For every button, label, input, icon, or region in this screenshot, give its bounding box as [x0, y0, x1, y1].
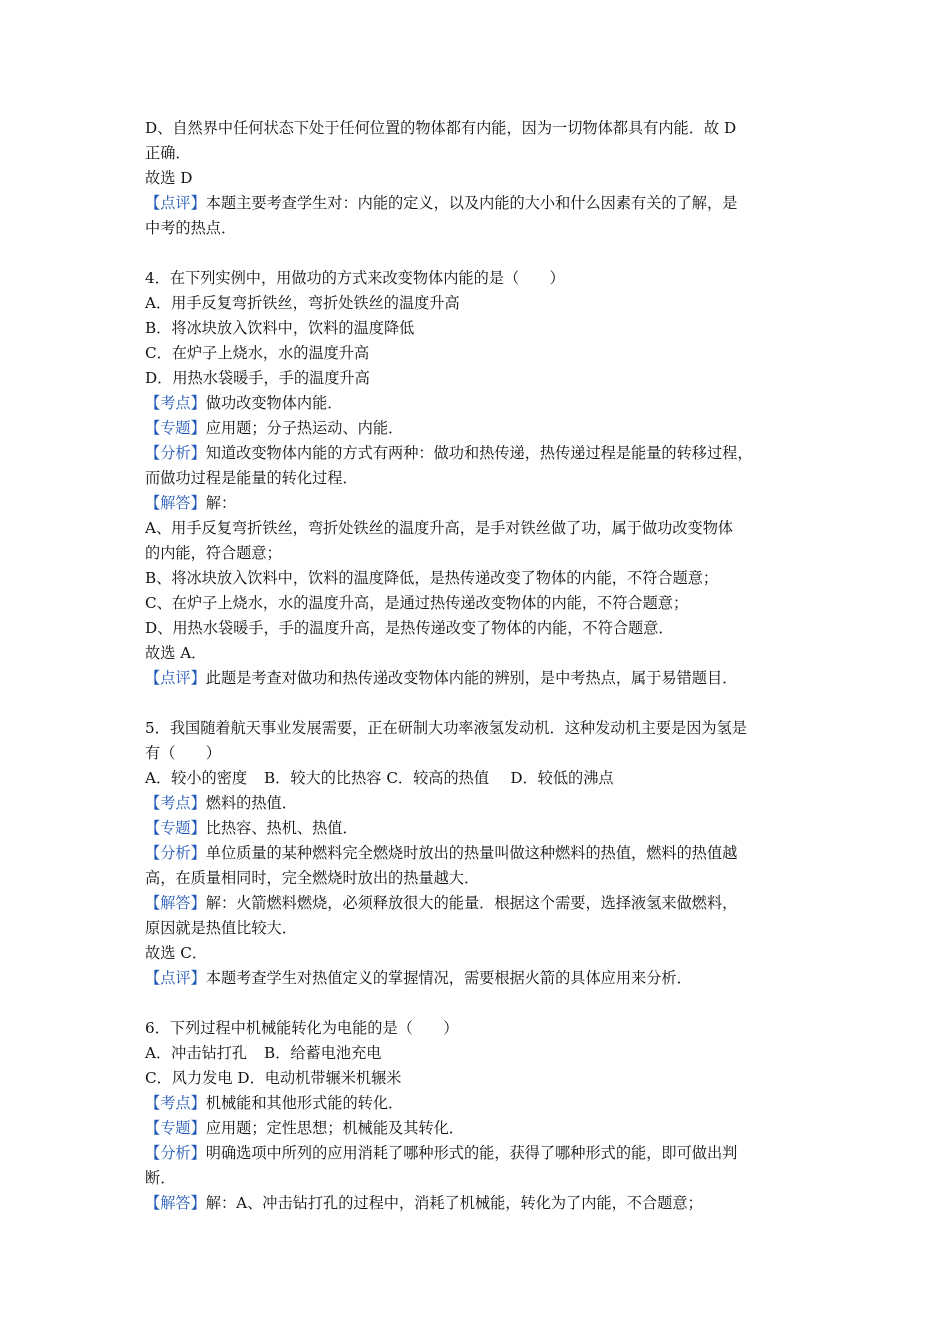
- q5-dianping-text: 本题考查学生对热值定义的掌握情况，需要根据火箭的具体应用来分析．: [205, 969, 692, 987]
- q4-answer: 故选 A．: [145, 644, 207, 662]
- q4-dianping-text: 此题是考查对做功和热传递改变物体内能的辨别，是中考热点，属于易错题目．: [205, 669, 738, 687]
- q4-dianping: [145, 666, 815, 691]
- q6-kaodian: [145, 1091, 815, 1116]
- q4-solution-a-line2: 的内能，符合题意；: [145, 544, 282, 562]
- q3-comment-text: 本题主要考查学生对：内能的定义，以及内能的大小和什么因素有关的了解，是: [205, 194, 738, 212]
- q6-zhuanti: [145, 1116, 815, 1141]
- q4-solution-a-line1: A、用手反复弯折铁丝，弯折处铁丝的温度升高，是手对铁丝做了功，属于做功改变物体: [145, 519, 734, 537]
- q5-jieda-text: 解：火箭燃料燃烧，必须释放很大的能量．根据这个需要，选择液氢来做燃料，: [205, 894, 738, 912]
- q3-solution-d-line1: D、自然界中任何状态下处于任何位置的物体都有内能，因为一切物体都具有内能．故 D: [145, 119, 737, 137]
- kaodian-tag: 【考点】: [145, 394, 206, 412]
- q5-stem-line1: 5．我国随着航天事业发展需要，正在研制大功率液氢发动机．这种发动机主要是因为氢是: [145, 719, 747, 737]
- q3-comment: [145, 191, 815, 216]
- zhuanti-tag: 【专题】: [145, 419, 206, 437]
- q5-option-a: A．较小的密度: [145, 769, 248, 787]
- q4-kaodian: [145, 391, 815, 416]
- q4-solution-b: B、将冰块放入饮料中，饮料的温度降低，是热传递改变了物体的内能，不符合题意；: [145, 569, 719, 587]
- q5-fenxi: [145, 841, 815, 866]
- q5-dianping: [145, 966, 815, 991]
- q5-jieda: [145, 891, 815, 916]
- q3-answer: 故选 D: [145, 169, 193, 187]
- q4-zhuanti-text: 应用题；分子热运动、内能．: [205, 419, 404, 437]
- q4-kaodian-text: 做功改变物体内能．: [205, 394, 343, 412]
- q5-option-c: C．较高的热值: [386, 769, 490, 787]
- spacer: [145, 691, 815, 716]
- q4-stem: 4．在下列实例中，用做功的方式来改变物体内能的是（ ）: [145, 269, 565, 287]
- zhuanti-tag: 【专题】: [145, 819, 206, 837]
- q6-option-d: D．电动机带辗米机辗米: [237, 1069, 402, 1087]
- q6-options-row1: [145, 1041, 815, 1066]
- q6-zhuanti-text: 应用题；定性思想；机械能及其转化．: [205, 1119, 464, 1137]
- kaodian-tag: 【考点】: [145, 1094, 206, 1112]
- q6-jieda: [145, 1191, 815, 1216]
- q3-comment-line2: 中考的热点．: [145, 219, 237, 237]
- jieda-tag: 【解答】: [145, 1194, 206, 1212]
- q4-fenxi-line2: 而做功过程是能量的转化过程．: [145, 469, 358, 487]
- q6-fenxi-text: 明确选项中所列的应用消耗了哪种形式的能，获得了哪种形式的能，即可做出判: [205, 1144, 738, 1162]
- fenxi-tag: 【分析】: [145, 844, 206, 862]
- q4-option-a: A．用手反复弯折铁丝，弯折处铁丝的温度升高: [145, 294, 460, 312]
- q6-fenxi: [145, 1141, 815, 1166]
- jieda-tag: 【解答】: [145, 894, 206, 912]
- q5-option-b: B．较大的比热容: [264, 769, 382, 787]
- spacer: [145, 991, 815, 1016]
- q4-solution-d: D、用热水袋暖手，手的温度升高，是热传递改变了物体的内能，不符合题意．: [145, 619, 674, 637]
- q5-kaodian-text: 燃料的热值．: [205, 794, 297, 812]
- q6-options-row2: [145, 1066, 815, 1091]
- q5-option-d: D．较低的沸点: [510, 769, 614, 787]
- q4-zhuanti: [145, 416, 815, 441]
- q6-fenxi-line2: 断．: [145, 1169, 176, 1187]
- q6-kaodian-text: 机械能和其他形式能的转化．: [205, 1094, 404, 1112]
- q5-fenxi-text: 单位质量的某种燃料完全燃烧时放出的热量叫做这种燃料的热值，燃料的热值越: [205, 844, 738, 862]
- q5-jieda-line2: 原因就是热值比较大．: [145, 919, 297, 937]
- q4-option-d: D．用热水袋暖手，手的温度升高: [145, 369, 370, 387]
- kaodian-tag: 【考点】: [145, 794, 206, 812]
- q4-fenxi-text: 知道改变物体内能的方式有两种：做功和热传递，热传递过程是能量的转移过程，: [205, 444, 753, 462]
- q4-option-b: B．将冰块放入饮料中，饮料的温度降低: [145, 319, 415, 337]
- q6-option-a: A．冲击钻打孔: [145, 1044, 248, 1062]
- fenxi-tag: 【分析】: [145, 1144, 206, 1162]
- fenxi-tag: 【分析】: [145, 444, 206, 462]
- q5-zhuanti: [145, 816, 815, 841]
- q4-jieda-text: 解：: [205, 494, 237, 512]
- zhuanti-tag: 【专题】: [145, 1119, 206, 1137]
- q5-kaodian: [145, 791, 815, 816]
- spacer: [145, 241, 815, 266]
- q4-option-c: C．在炉子上烧水，水的温度升高: [145, 344, 370, 362]
- q5-zhuanti-text: 比热容、热机、热值．: [205, 819, 358, 837]
- dianping-tag: 【点评】: [145, 969, 206, 987]
- comment-tag: 【点评】: [145, 194, 206, 212]
- q5-stem-line2: 有（ ）: [145, 744, 221, 762]
- jieda-tag: 【解答】: [145, 494, 206, 512]
- q3-solution-d-line2: 正确．: [145, 144, 191, 162]
- q6-option-b: B．给蓄电池充电: [264, 1044, 382, 1062]
- q4-solution-c: C、在炉子上烧水，水的温度升高，是通过热传递改变物体的内能，不符合题意；: [145, 594, 689, 612]
- q6-jieda-text: 解：A、冲击钻打孔的过程中，消耗了机械能，转化为了内能，不合题意；: [205, 1194, 703, 1212]
- dianping-tag: 【点评】: [145, 669, 206, 687]
- document-page: [145, 116, 815, 1216]
- q4-fenxi: [145, 441, 815, 466]
- q6-option-c: C．风力发电: [145, 1069, 233, 1087]
- q4-jieda: [145, 491, 815, 516]
- q5-answer: 故选 C．: [145, 944, 208, 962]
- q6-stem: 6．下列过程中机械能转化为电能的是（ ）: [145, 1019, 459, 1037]
- q5-fenxi-line2: 高，在质量相同时，完全燃烧时放出的热量越大．: [145, 869, 480, 887]
- q5-options: [145, 766, 815, 791]
